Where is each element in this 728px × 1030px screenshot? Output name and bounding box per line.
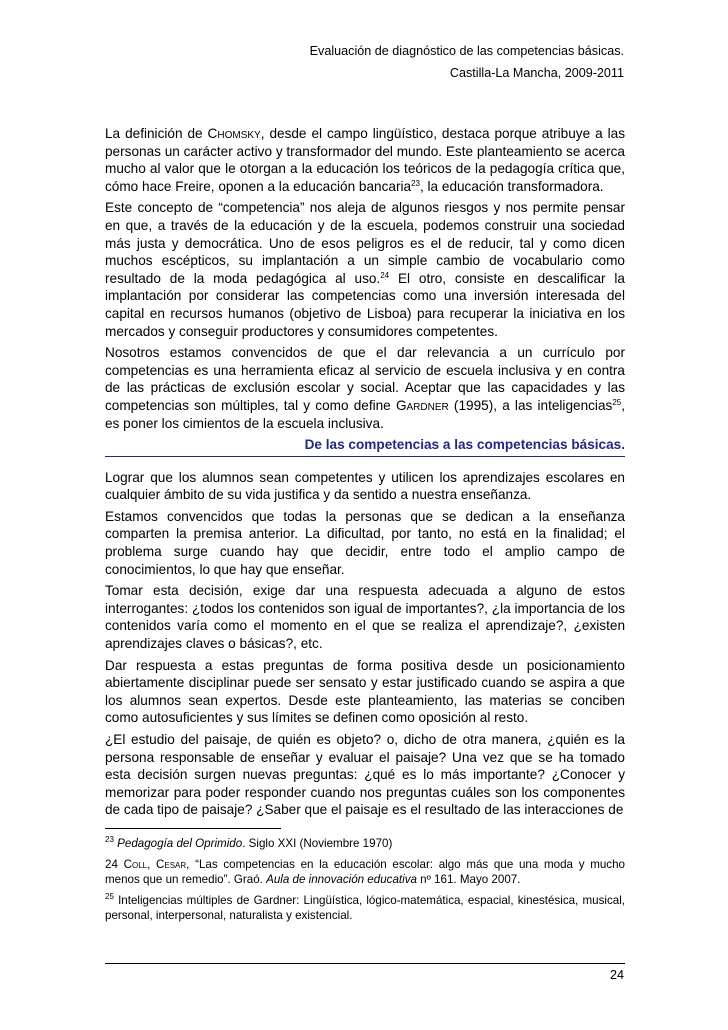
text-run: , desde el campo lingüístico, destaca porque atribuye a las personas un carácter activo y transformador del mundo. Este planteamiento se acerca mucho al valor que le otorgan a la educación los teóricos de la pedagogía crítica que, cómo hace Freire, oponen a la educación bancaria — [105, 126, 625, 194]
paragraph-8: ¿El estudio del paisaje, de quién es objeto? o, dicho de otra manera, ¿quién es la persona responsable de enseñar y evaluar el paisaje? Una vez que se ha tomado esta decisión surgen nuevas preguntas: ¿qué es lo más importante? ¿Conocer y memorizar para poder responder cuando nos preguntas cuáles son los componentes de cada tipo de paisaje? ¿Saber que el paisaje es el resultado de las interacciones de — [105, 732, 625, 818]
section-heading: De las competencias a las competencias básicas. — [105, 436, 625, 457]
text-run: El otro, consiste en descalificar la implantación por considerar las competencias como una inversión interesada del capital en recursos humanos (objetivo de Lisboa) para recuperar la iniciativa en los mercados y conseguir productores y consumidores competentes. — [105, 270, 625, 339]
footnote-ref-23[interactable]: 23 — [411, 178, 420, 188]
paragraph-5: Estamos convencidos que todas la personas que se dedican a la enseñanza comparten la premisa anterior. La dificultad, por tanto, no está en la finalidad; el problema surge cuando hay que decidir, entre todo el amplio campo de conocimientos, lo que hay que enseñar. — [105, 508, 625, 577]
text-run: (1995), a las inteligencias — [448, 397, 613, 413]
footnote-ref-24[interactable]: 24 — [380, 270, 390, 280]
text-run: , es poner los cimientos de la escuela inclusiva. — [105, 397, 625, 431]
text-run: Este concepto de “competencia” nos aleja de algunos riesgos y nos permite pensar en que, a través de la educación y de la escuela, podemos construir una sociedad más justa y democrática. Uno de esos peligros es el de reducir, tal y como dicen muchos escépticos, su implantación a un simple cambio de vocabulario como resultado de la moda pedagógica al uso. — [105, 200, 625, 286]
footnotes — [105, 836, 625, 929]
footnote-24 — [105, 857, 625, 888]
text-run: . Siglo XXI (Noviembre 1970) — [242, 837, 393, 850]
paragraph-1 — [105, 125, 625, 195]
footnote-number: 23 — [105, 835, 114, 844]
text-run: Inteligencias múltiples de Gardner: Lingüística, lógico-matemática, espacial, kinestésica, musical, personal, interpersonal, naturalista y existencial. — [105, 893, 625, 922]
paragraph-7: Dar respuesta a estas preguntas de forma positiva desde un posicionamiento abiertamente disciplinar puede ser sensato y estar justificado cuando se aspira a que los alumnos sean expertos. Desde este planteamiento, las materias se conciben como autosuficientes y sus límites se definen como oposición al resto. — [105, 657, 625, 726]
text-run: , “Las competencias en la educación escolar: algo más que una moda y mucho menos que un remedio”. Graó. — [105, 857, 625, 886]
footer-divider — [105, 963, 625, 964]
paragraph-3 — [105, 344, 625, 432]
text-run: nº 161. Mayo 2007. — [416, 873, 521, 886]
footnote-ref-25[interactable]: 25 — [612, 397, 622, 407]
paragraph-2 — [105, 199, 625, 340]
footnote-number: 24 — [105, 857, 124, 871]
paragraph-6: Tomar esta decisión, exige dar una respuesta adecuada a alguno de estos interrogantes: ¿todos los contenidos son igual de importantes?, ¿la importancia de los contenidos varía como el momento en el que se realiza el aprendizaje?, ¿existen aprendizajes claves o básicas?, etc. — [105, 583, 625, 652]
footnote-divider — [105, 828, 281, 829]
text-run: La definición de — [105, 126, 208, 141]
author-name: Gardner — [395, 397, 449, 413]
author-name: Chomsky — [207, 126, 261, 141]
text-run: Nosotros estamos convencidos de que el dar relevancia a un currículo por competencias es una herramienta eficaz al servicio de escuela inclusiva y en contra de las prácticas de exclusión escolar y social. Aceptar que las capacidades y las competencias son múltiples, tal y como define — [105, 345, 625, 413]
page-number: 24 — [609, 968, 624, 982]
footnote-25 — [105, 893, 625, 924]
text-run: , la educación transformadora. — [419, 178, 604, 194]
page-header — [310, 40, 624, 84]
footnote-number: 25 — [105, 891, 114, 901]
main-content — [105, 125, 625, 823]
journal-title: Aula de innovación educativa — [266, 873, 417, 886]
header-title: Evaluación de diagnóstico de las competencias básicas. — [309, 44, 624, 58]
header-subtitle: Castilla-La Mancha, 2009-2011 — [449, 66, 624, 80]
book-title: Pedagogía del Oprimido — [117, 837, 243, 850]
footnote-23 — [105, 836, 625, 852]
paragraph-4: Lograr que los alumnos sean competentes y utilicen los aprendizajes escolares en cualquier ámbito de su vida justifica y da sentido a nuestra enseñanza. — [105, 469, 625, 503]
author-name: Coll, Cesar — [123, 857, 187, 871]
